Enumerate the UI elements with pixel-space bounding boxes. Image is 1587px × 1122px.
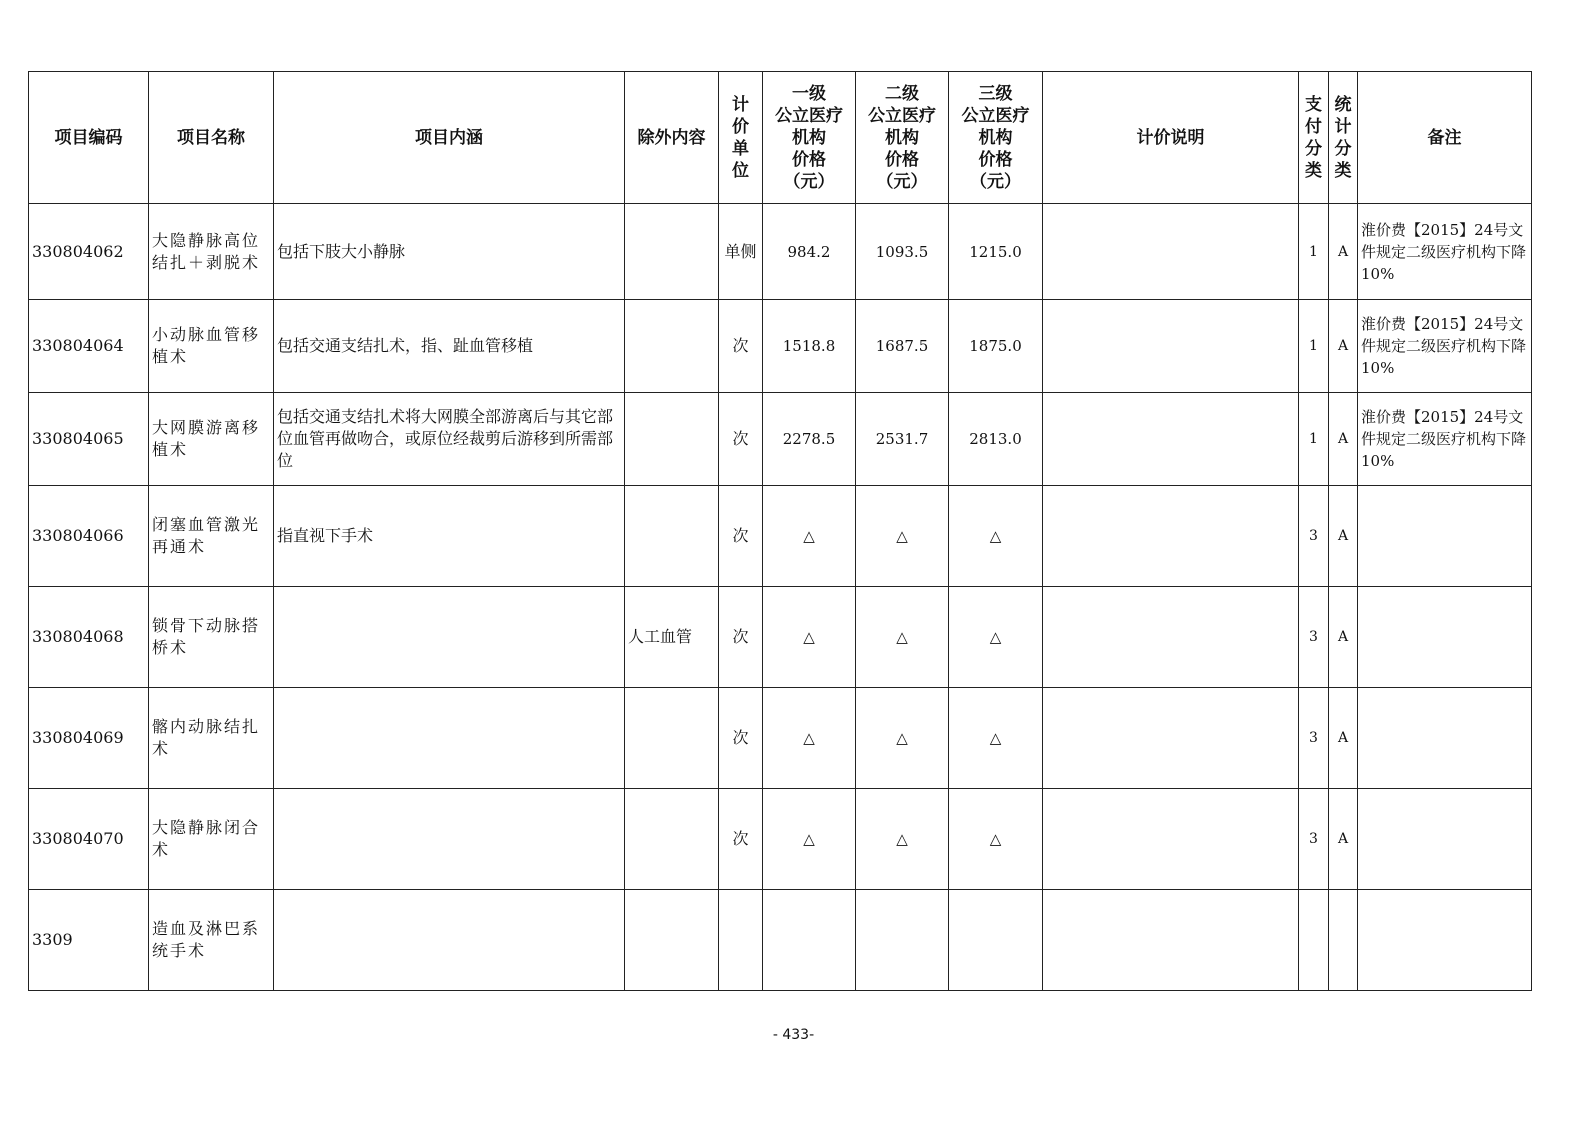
remark-cell <box>1358 486 1532 587</box>
item-code-cell: 330804070 <box>29 789 149 890</box>
pay-class-cell: 3 <box>1299 587 1329 688</box>
stat-class-cell: A <box>1329 300 1358 393</box>
remark-cell <box>1358 789 1532 890</box>
header-unit <box>719 72 763 204</box>
remark-cell: 淮价费【2015】24号文件规定二级医疗机构下降10% <box>1358 204 1532 300</box>
price-level1-cell: 2278.5 <box>763 393 856 486</box>
pricing-note-cell <box>1043 486 1299 587</box>
header-price3-line: 公立医疗 <box>961 105 1030 126</box>
pricing-note-cell <box>1043 393 1299 486</box>
header-content: 项目内涵 <box>274 72 625 204</box>
item-name-cell: 锁骨下动脉搭桥术 <box>149 587 274 688</box>
item-exclude-cell <box>625 688 719 789</box>
header-unit-text: 计 价 单 位 <box>732 94 749 181</box>
header-price-level2 <box>856 72 949 204</box>
table-row <box>29 688 1532 789</box>
remark-cell: 淮价费【2015】24号文件规定二级医疗机构下降10% <box>1358 393 1532 486</box>
header-price2-line: 公立医疗 <box>868 105 936 126</box>
pricing-note-cell <box>1043 890 1299 991</box>
price-level3-cell <box>949 890 1043 991</box>
table-row <box>29 587 1532 688</box>
stat-class-cell: A <box>1329 789 1358 890</box>
price-level3-cell: △ <box>949 688 1043 789</box>
pay-class-cell <box>1299 890 1329 991</box>
header-price3-line: 三级 <box>978 83 1013 104</box>
item-exclude-cell: 人工血管 <box>625 587 719 688</box>
header-exclude: 除外内容 <box>625 72 719 204</box>
table-row <box>29 486 1532 587</box>
item-unit-cell: 次 <box>719 587 763 688</box>
item-exclude-cell <box>625 204 719 300</box>
pricing-note-cell <box>1043 789 1299 890</box>
pay-class-cell: 3 <box>1299 486 1329 587</box>
pricing-note-cell <box>1043 587 1299 688</box>
header-stat-class-text: 统 计 分 类 <box>1334 94 1352 181</box>
item-name-cell: 大隐静脉高位结扎＋剥脱术 <box>149 204 274 300</box>
item-content-cell <box>274 688 625 789</box>
price-level3-cell: 1875.0 <box>949 300 1043 393</box>
price-level2-cell: 2531.7 <box>856 393 949 486</box>
remark-cell: 淮价费【2015】24号文件规定二级医疗机构下降10% <box>1358 300 1532 393</box>
header-name: 项目名称 <box>149 72 274 204</box>
price-level3-cell: 2813.0 <box>949 393 1043 486</box>
stat-class-cell: A <box>1329 688 1358 789</box>
header-price1-line: 公立医疗 <box>775 105 843 126</box>
item-exclude-cell <box>625 300 719 393</box>
item-code-cell: 3309 <box>29 890 149 991</box>
item-code-cell: 330804062 <box>29 204 149 300</box>
item-content-cell: 包括交通支结扎术将大网膜全部游离后与其它部位血管再做吻合，或原位经裁剪后游移到所需部位 <box>274 393 625 486</box>
price-level2-cell: 1093.5 <box>856 204 949 300</box>
price-level3-cell: △ <box>949 587 1043 688</box>
header-pay-class-text: 支 付 分 类 <box>1305 94 1322 181</box>
header-remark: 备注 <box>1358 72 1532 204</box>
pay-class-cell: 1 <box>1299 204 1329 300</box>
price-level2-cell: 1687.5 <box>856 300 949 393</box>
header-price2-line: （元） <box>876 171 928 192</box>
table-row <box>29 300 1532 393</box>
header-price3-line: 价格 <box>978 149 1013 170</box>
header-price3-line: 机构 <box>978 127 1013 148</box>
item-unit-cell: 次 <box>719 688 763 789</box>
item-name-cell: 造血及淋巴系统手术 <box>149 890 274 991</box>
price-level1-cell: △ <box>763 486 856 587</box>
header-price-level3 <box>949 72 1043 204</box>
header-stat-class <box>1329 72 1358 204</box>
remark-cell <box>1358 587 1532 688</box>
item-code-cell: 330804069 <box>29 688 149 789</box>
pay-class-cell: 3 <box>1299 789 1329 890</box>
item-content-cell <box>274 789 625 890</box>
item-name-cell: 大隐静脉闭合术 <box>149 789 274 890</box>
header-price-level1 <box>763 72 856 204</box>
item-unit-cell: 次 <box>719 300 763 393</box>
item-exclude-cell <box>625 890 719 991</box>
item-content-cell <box>274 587 625 688</box>
remark-cell <box>1358 688 1532 789</box>
price-level2-cell <box>856 890 949 991</box>
item-code-cell: 330804068 <box>29 587 149 688</box>
item-exclude-cell <box>625 486 719 587</box>
price-level1-cell: 1518.8 <box>763 300 856 393</box>
header-price1-line: 机构 <box>792 127 826 148</box>
stat-class-cell: A <box>1329 486 1358 587</box>
pay-class-cell: 3 <box>1299 688 1329 789</box>
item-unit-cell: 次 <box>719 393 763 486</box>
pay-class-cell: 1 <box>1299 300 1329 393</box>
header-pay-class <box>1299 72 1329 204</box>
item-code-cell: 330804064 <box>29 300 149 393</box>
pricing-table <box>28 71 1532 991</box>
stat-class-cell: A <box>1329 587 1358 688</box>
price-level2-cell: △ <box>856 587 949 688</box>
header-price1-line: 价格 <box>792 149 826 170</box>
table-body <box>29 204 1532 991</box>
stat-class-cell: A <box>1329 204 1358 300</box>
pricing-note-cell <box>1043 204 1299 300</box>
price-level1-cell: △ <box>763 789 856 890</box>
stat-class-cell: A <box>1329 393 1358 486</box>
header-price2-line: 二级 <box>885 83 919 104</box>
item-name-cell: 小动脉血管移植术 <box>149 300 274 393</box>
table-row <box>29 393 1532 486</box>
item-unit-cell: 次 <box>719 789 763 890</box>
item-content-cell: 包括交通支结扎术，指、趾血管移植 <box>274 300 625 393</box>
header-code: 项目编码 <box>29 72 149 204</box>
item-code-cell: 330804066 <box>29 486 149 587</box>
item-code-cell: 330804065 <box>29 393 149 486</box>
item-exclude-cell <box>625 789 719 890</box>
pricing-note-cell <box>1043 688 1299 789</box>
remark-cell <box>1358 890 1532 991</box>
item-name-cell: 闭塞血管激光再通术 <box>149 486 274 587</box>
price-level3-cell: △ <box>949 486 1043 587</box>
price-level2-cell: △ <box>856 688 949 789</box>
header-row <box>29 72 1532 204</box>
header-price2-line: 价格 <box>885 149 919 170</box>
header-price2-line: 机构 <box>885 127 919 148</box>
item-name-cell: 髂内动脉结扎术 <box>149 688 274 789</box>
price-level1-cell <box>763 890 856 991</box>
page-number: - 433- <box>772 1027 815 1043</box>
item-content-cell <box>274 890 625 991</box>
price-level1-cell: 984.2 <box>763 204 856 300</box>
price-level2-cell: △ <box>856 789 949 890</box>
item-content-cell: 指直视下手术 <box>274 486 625 587</box>
price-level3-cell: 1215.0 <box>949 204 1043 300</box>
price-level3-cell: △ <box>949 789 1043 890</box>
item-exclude-cell <box>625 393 719 486</box>
pay-class-cell: 1 <box>1299 393 1329 486</box>
item-name-cell: 大网膜游离移植术 <box>149 393 274 486</box>
item-unit-cell: 单侧 <box>719 204 763 300</box>
stat-class-cell <box>1329 890 1358 991</box>
table-row <box>29 789 1532 890</box>
header-price1-line: （元） <box>783 171 835 192</box>
price-level1-cell: △ <box>763 688 856 789</box>
table-row <box>29 890 1532 991</box>
item-content-cell: 包括下肢大小静脉 <box>274 204 625 300</box>
header-price3-line: （元） <box>970 171 1021 192</box>
item-unit-cell: 次 <box>719 486 763 587</box>
item-unit-cell <box>719 890 763 991</box>
price-level2-cell: △ <box>856 486 949 587</box>
table-row <box>29 204 1532 300</box>
price-level1-cell: △ <box>763 587 856 688</box>
header-price1-line: 一级 <box>792 83 826 104</box>
pricing-note-cell <box>1043 300 1299 393</box>
header-pricing-note: 计价说明 <box>1043 72 1299 204</box>
